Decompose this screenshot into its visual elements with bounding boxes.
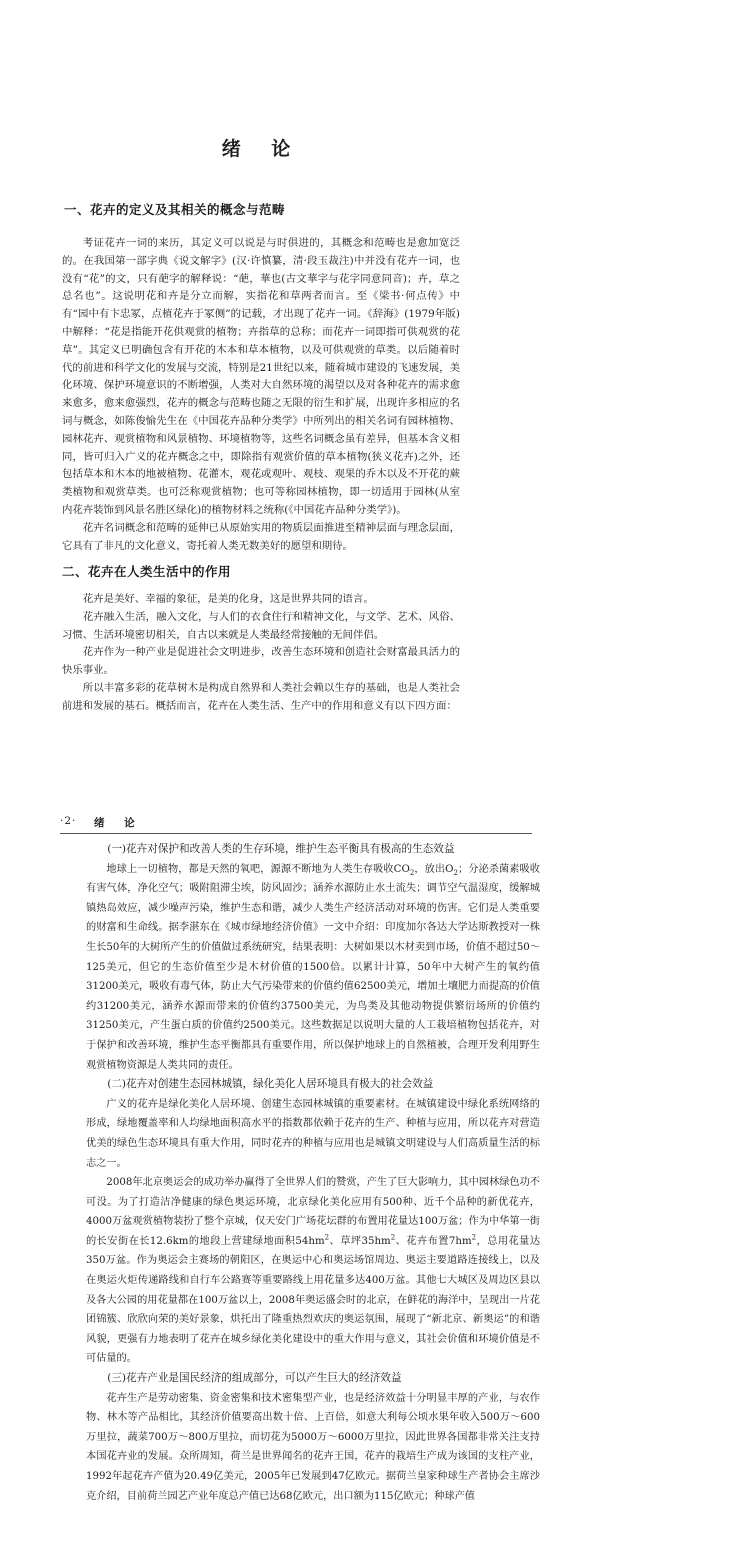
text-run: 、草坪35hm (329, 1235, 391, 1247)
paragraph-social: 广义的花卉是绿化美化人居环境、创建生态园林城镇的重要素材。在城镇建设中绿化系统网络的形成，绿地覆盖率和人均绿地面积高水平的指数都依赖于花卉的生产、种植与应用，所以花卉对营造优美的绿色生态环境具有重大作用，同时花卉的种植与应用也是城镇文明建设与人们高质量生活的标志之一。 (86, 1098, 540, 1169)
section-2-body (62, 591, 460, 716)
running-head-title: 绪 论 (94, 817, 143, 829)
text-run: ；分泌杀菌素吸收有害气体，净化空气；吸附阻滞尘埃，防风固沙；涵养水源防止水土流失；调节空气温湿度，缓解城镇热岛效应，减少噪声污染，维护生态和谐，减少人类生产经济活动对环境的伤害。它们是人类重要的财富和生命线。据李湛东在《城市绿地经济价值》一文中介绍：印度加尔各达大学达斯教授对一株生长50年的大树所产生的价值做过系统研究，结果表明：大树如果以木材卖到市场，价值不超过50～125美元，但它的生态价值至少是木材价值的1500倍。以累计计算，50年中大树产生的氧约值31200美元，吸收有毒气体，防止大气污染带来的价值约值62500美元，增加土壤肥力而提高的价值约31200美元，涵养水源而带来的价值约37500美元，为鸟类及其他动物提供繁衍场所的价值约31250美元，产生蛋白质的价值约2500美元。这些数据足以说明大量的人工栽培植物包括花卉，对于保护和改善环境，维护生态平衡都具有重要作用，所以保护地球上的自然植被，合理开发利用野生观赏植物资源是人类共同的责任。 (86, 863, 540, 1071)
section-heading-1: 一、花卉的定义及其相关的概念与范畴 (64, 202, 286, 217)
section-2-paragraph: 所以丰富多彩的花草树木是构成自然界和人类社会赖以生存的基础，也是人类社会前进和发展的基石。概括而言，花卉在人类生活、生产中的作用和意义有以下四方面： (62, 681, 460, 712)
section-2-paragraph: 花卉是美好、幸福的象征，是美的化身，这是世界共同的语言。 (82, 593, 374, 605)
text-run: 地球上一切植物，都是天然的氧吧，源源不断地为人类生存吸收CO (106, 863, 410, 875)
superscript: 2 (324, 1233, 330, 1242)
subsection-heading-1: (一)花卉对保护和改善人类的生存环境，维护生态平衡具有极高的生态效益 (107, 843, 455, 855)
section-1-body (62, 235, 460, 555)
section-2-paragraph: 花卉融入生活，融入文化，与人们的衣食住行和精神文化，与文学、艺术、风俗、习惯、生活环境密切相关，自古以来就是人类最经常接触的无间伴侣。 (62, 610, 460, 641)
text-run: ，总用花量达350万盆。作为奥运会主赛场的朝阳区，在奥运中心和奥运场馆周边、奥运主要道路连接线上，以及在奥运火炬传递路线和自行车公路赛等重要路线上用花量多达400万盆。其他七大城区及周边区县以及各大公园的用花量都在100万盆以上，2008年奥运盛会时的北京，在鲜花的海洋中，呈现出一片花团锦簇、欣欣向荣的美好景象，烘托出了隆重热烈欢庆的奥运氛围，展现了“新北京、新奥运”的和谐风貌，更强有力地表明了花卉在城乡绿化美化建设中的重大作用与意义，其社会价值和环境价值是不可估量的。 (86, 1235, 541, 1365)
paragraph-ecology (86, 860, 540, 1076)
paragraph-olympics (86, 1173, 540, 1369)
section-1-paragraph: 考证花卉一词的来历，其定义可以说是与时俱进的，其概念和范畴也是愈加宽泛的。在我国第一部字典《说文解字》(汉·许慎纂，清·段玉裁注)中并没有花卉一词，也没有“花”的文，只有葩字的解释说：“葩，華也(古文華字与花字同意同音)；卉，草之总名也”。这说明花和卉是分立而解，实指花和草两者而言。至《梁书·何点传》中有“园中有卞忠冢，点植花卉于冢侧”的记载，才出现了花卉一词。《辞海》(1979年版)中解释：“花是指能开花供观赏的植物；卉指草的总称；而花卉一词即指可供观赏的花草”。其定义已明确包含有开花的木本和草本植物，以及可供观赏的草类。以后随着时代的前进和科学文化的发展与交流，特别是21世纪以来，随着城市建设的飞速发展，美化环境、保护环境意识的不断增强，人类对大自然环境的渴望以及对各种花卉的需求愈来愈多，愈来愈强烈，花卉的概念与范畴也随之无限的衍生和扩展，出现许多相应的名词与概念，如陈俊愉先生在《中国花卉品种分类学》中所列出的相关名词有园林植物、园林花卉、观赏植物和风景植物、环境植物等，这些名词概念虽有差异，但基本含义相同，皆可归入广义的花卉概念之中，即除指有观赏价值的草本植物(狭义花卉)之外，还包括草本和木本的地被植物、花灌木，观花或观叶、观枝、观果的乔木以及不开花的蕨类植物和观赏草类。也可泛称观赏植物；也可等称园林植物，即一切适用于园林(从室内花卉装饰到风景名胜区绿化)的植物材料之统称(《中国花卉品种分类学》)。 (62, 237, 460, 516)
section-2-paragraph: 花卉作为一种产业是促进社会文明进步，改善生态环境和创造社会财富最具活力的快乐事业。 (62, 646, 460, 677)
text-run: ，放出O (414, 863, 454, 875)
page-number: ·2· (60, 815, 77, 827)
chapter-title: 绪 论 (221, 138, 303, 160)
subscript: 2 (409, 868, 415, 877)
subscript: 2 (453, 868, 458, 877)
superscript: 2 (390, 1233, 396, 1242)
running-header (60, 815, 532, 834)
paragraph-economy: 花卉生产是劳动密集、资金密集和技术密集型产业，也是经济效益十分明显丰厚的产业，与农作物、林木等产品相比，其经济价值要高出数十倍、上百倍，如意大利每公顷水果年收入500万～600万里拉，蔬菜700万～800万里拉，而切花为5000万～6000万里拉，因此世界各国都非常关注支持本国花卉业的发展。众所周知，荷兰是世界闻名的花卉王国，花卉的栽培生产成为该国的支柱产业，1992年起花卉产值为20.49亿美元，2005年已发展到47亿欧元。据荷兰皇家种球生产者协会主席沙克介绍，目前荷兰园艺产业年度总产值已达68亿欧元，出口额为115亿欧元；种球产值 (86, 1392, 540, 1502)
subsection-heading-3: (三)花卉产业是国民经济的组成部分，可以产生巨大的经济效益 (107, 1372, 402, 1385)
superscript: 2 (471, 1233, 477, 1242)
section-heading-2: 二、花卉在人类生活中的作用 (62, 564, 232, 579)
section-1-paragraph: 花卉名词概念和范畴的延伸已从原始实用的物质层面推进至精神层面与理念层面，它具有了非凡的文化意义，寄托着人类无数美好的愿望和期待。 (62, 521, 460, 552)
text-run: 2008年北京奥运会的成功举办赢得了全世界人们的赞赏，产生了巨大影响力，其中园林绿色功不可没。为了打造洁净健康的绿色奥运环境，北京绿化美化应用有500种、近千个品种的新优花卉，4000万盆观赏植物装扮了整个京城，仅天安门广场花坛群的布置用花量达100万盆；作为中华第一街的长安街在长12.6km的地段上营建绿地面积54hm (86, 1177, 540, 1247)
page-2-body (86, 840, 540, 1506)
subsection-heading-2: (二)花卉对创建生态园林城镇，绿化美化人居环境具有极大的社会效益 (107, 1078, 434, 1091)
text-run: 、花卉布置7hm (395, 1235, 472, 1247)
